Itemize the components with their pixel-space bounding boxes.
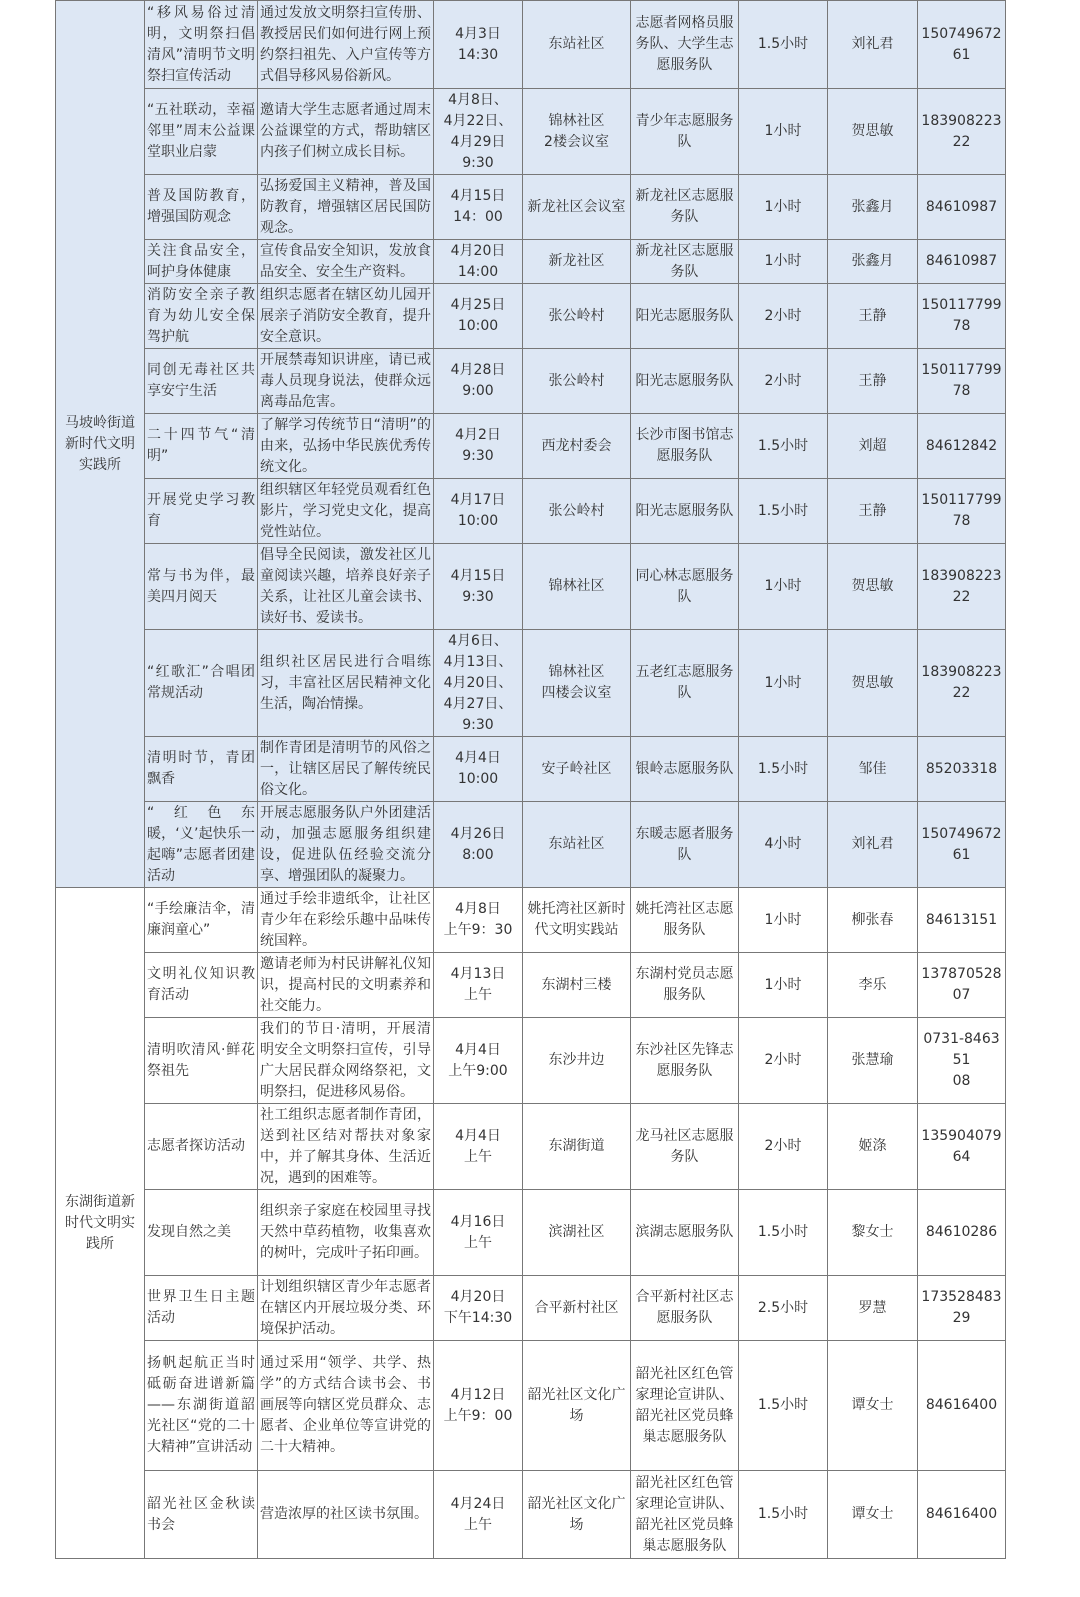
table-row	[56, 1471, 1006, 1559]
place-cell: 西龙村委会	[523, 414, 631, 479]
content-cell: 通过发放文明祭扫宣传册、教授居民们如何进行网上预约祭扫祖先、入户宣传等方式倡导移风易俗新风。	[258, 1, 434, 89]
duration-cell: 1小时	[739, 953, 828, 1018]
time-cell: 4月24日 上午	[434, 1471, 523, 1559]
place-cell: 东湖街道	[523, 1104, 631, 1190]
team-cell: 阳光志愿服务队	[631, 479, 739, 544]
activity-cell: 开展党史学习教育	[145, 479, 258, 544]
duration-cell: 1.5小时	[739, 1, 828, 89]
team-cell: 银岭志愿服务队	[631, 737, 739, 802]
place-cell: 锦林社区	[523, 544, 631, 630]
team-cell: 合平新村社区志愿服务队	[631, 1276, 739, 1341]
team-cell: 龙马社区志愿服务队	[631, 1104, 739, 1190]
place-cell: 锦林社区 2楼会议室	[523, 89, 631, 175]
activity-schedule	[55, 0, 1005, 1559]
contact-cell: 王静	[828, 349, 918, 414]
activity-cell: 二十四节气“清明”	[145, 414, 258, 479]
phone-cell: 84610286	[918, 1190, 1006, 1276]
content-cell: 邀请大学生志愿者通过周末公益课堂的方式，帮助辖区内孩子们树立成长目标。	[258, 89, 434, 175]
place-cell: 张公岭村	[523, 479, 631, 544]
phone-cell: 18390822322	[918, 630, 1006, 737]
duration-cell: 1小时	[739, 630, 828, 737]
table-row	[56, 1341, 1006, 1471]
time-cell: 4月8日、 4月22日、 4月29日 9:30	[434, 89, 523, 175]
phone-cell: 84610987	[918, 175, 1006, 240]
time-cell: 4月17日 10:00	[434, 479, 523, 544]
duration-cell: 1.5小时	[739, 1190, 828, 1276]
phone-cell: 13787052807	[918, 953, 1006, 1018]
team-cell: 东湖村党员志愿服务队	[631, 953, 739, 1018]
place-cell: 锦林社区 四楼会议室	[523, 630, 631, 737]
activity-table	[55, 0, 1006, 1559]
table-row	[56, 630, 1006, 737]
content-cell: 我们的节日·清明，开展清明安全文明祭扫宣传，引导广大居民群众网络祭祀，文明祭扫，促进移风易俗。	[258, 1018, 434, 1104]
team-cell: 青少年志愿服务队	[631, 89, 739, 175]
phone-cell: 84610987	[918, 240, 1006, 284]
duration-cell: 1小时	[739, 888, 828, 953]
table-row	[56, 1104, 1006, 1190]
contact-cell: 李乐	[828, 953, 918, 1018]
team-cell: 东暖志愿者服务队	[631, 802, 739, 888]
contact-cell: 贺思敏	[828, 630, 918, 737]
phone-cell: 84616400	[918, 1471, 1006, 1559]
duration-cell: 1.5小时	[739, 737, 828, 802]
table-row	[56, 1276, 1006, 1341]
place-cell: 张公岭村	[523, 349, 631, 414]
contact-cell: 刘超	[828, 414, 918, 479]
org-cell: 东湖街道新时代文明实践所	[56, 888, 145, 1559]
table-row	[56, 953, 1006, 1018]
phone-cell: 84613151	[918, 888, 1006, 953]
contact-cell: 谭女士	[828, 1471, 918, 1559]
table-row	[56, 349, 1006, 414]
contact-cell: 贺思敏	[828, 544, 918, 630]
duration-cell: 1小时	[739, 175, 828, 240]
contact-cell: 贺思敏	[828, 89, 918, 175]
time-cell: 4月25日 10:00	[434, 284, 523, 349]
contact-cell: 刘礼君	[828, 1, 918, 89]
team-cell: 同心林志愿服务队	[631, 544, 739, 630]
content-cell: 开展志愿服务队户外团建活动，加强志愿服务组织建设，促进队伍经验交流分享、增强团队的凝聚力。	[258, 802, 434, 888]
time-cell: 4月28日 9:00	[434, 349, 523, 414]
time-cell: 4月16日 上午	[434, 1190, 523, 1276]
activity-cell: 文明礼仪知识教育活动	[145, 953, 258, 1018]
team-cell: 长沙市图书馆志愿服务队	[631, 414, 739, 479]
phone-cell: 15074967261	[918, 802, 1006, 888]
content-cell: 组织志愿者在辖区幼儿园开展亲子消防安全教育，提升安全意识。	[258, 284, 434, 349]
duration-cell: 1小时	[739, 89, 828, 175]
phone-cell: 15011779978	[918, 349, 1006, 414]
phone-cell: 13590407964	[918, 1104, 1006, 1190]
time-cell: 4月26日 8:00	[434, 802, 523, 888]
activity-cell: 清明时节，青团飘香	[145, 737, 258, 802]
activity-cell: “五社联动，幸福邻里”周末公益课堂职业启蒙	[145, 89, 258, 175]
content-cell: 开展禁毒知识讲座，请已戒毒人员现身说法，使群众远离毒品危害。	[258, 349, 434, 414]
team-cell: 新龙社区志愿服务队	[631, 175, 739, 240]
table-row	[56, 802, 1006, 888]
contact-cell: 邹佳	[828, 737, 918, 802]
place-cell: 安子岭社区	[523, 737, 631, 802]
place-cell: 东沙井边	[523, 1018, 631, 1104]
duration-cell: 2.5小时	[739, 1276, 828, 1341]
team-cell: 阳光志愿服务队	[631, 349, 739, 414]
contact-cell: 王静	[828, 284, 918, 349]
time-cell: 4月4日 上午	[434, 1104, 523, 1190]
table-row	[56, 240, 1006, 284]
activity-cell: “红歌汇”合唱团常规活动	[145, 630, 258, 737]
contact-cell: 刘礼君	[828, 802, 918, 888]
contact-cell: 张鑫月	[828, 240, 918, 284]
content-cell: 通过手绘非遗纸伞，让社区青少年在彩绘乐趣中品味传统国粹。	[258, 888, 434, 953]
activity-cell: 普及国防教育，增强国防观念	[145, 175, 258, 240]
table-row	[56, 544, 1006, 630]
phone-cell: 84616400	[918, 1341, 1006, 1471]
duration-cell: 2小时	[739, 284, 828, 349]
time-cell: 4月6日、 4月13日、 4月20日、 4月27日、 9:30	[434, 630, 523, 737]
team-cell: 韶光社区红色管家理论宣讲队、韶光社区党员蜂巢志愿服务队	[631, 1341, 739, 1471]
table-row	[56, 1018, 1006, 1104]
activity-cell: 关注食品安全，呵护身体健康	[145, 240, 258, 284]
time-cell: 4月12日 上午9：00	[434, 1341, 523, 1471]
team-cell: 阳光志愿服务队	[631, 284, 739, 349]
activity-cell: 消防安全亲子教育为幼儿安全保驾护航	[145, 284, 258, 349]
place-cell: 东站社区	[523, 1, 631, 89]
content-cell: 社工组织志愿者制作青团，送到社区结对帮扶对象家中，并了解其身体、生活近况，遇到的困难等。	[258, 1104, 434, 1190]
time-cell: 4月15日 9:30	[434, 544, 523, 630]
duration-cell: 1小时	[739, 240, 828, 284]
place-cell: 滨湖社区	[523, 1190, 631, 1276]
activity-cell: “移风易俗过清明，文明祭扫倡清风”清明节文明祭扫宣传活动	[145, 1, 258, 89]
team-cell: 东沙社区先锋志愿服务队	[631, 1018, 739, 1104]
activity-cell: 常与书为伴，最美四月阅天	[145, 544, 258, 630]
table-row	[56, 479, 1006, 544]
activity-cell: 世界卫生日主题活动	[145, 1276, 258, 1341]
activity-cell: “手绘廉洁伞，清廉润童心”	[145, 888, 258, 953]
time-cell: 4月8日 上午9：30	[434, 888, 523, 953]
content-cell: 组织辖区年轻党员观看红色影片，学习党史文化，提高党性站位。	[258, 479, 434, 544]
activity-cell: 发现自然之美	[145, 1190, 258, 1276]
duration-cell: 2小时	[739, 1018, 828, 1104]
phone-cell: 15074967261	[918, 1, 1006, 89]
duration-cell: 4小时	[739, 802, 828, 888]
place-cell: 姚托湾社区新时代文明实践站	[523, 888, 631, 953]
time-cell: 4月20日 14:00	[434, 240, 523, 284]
place-cell: 东湖村三楼	[523, 953, 631, 1018]
table-row	[56, 89, 1006, 175]
place-cell: 张公岭村	[523, 284, 631, 349]
duration-cell: 1.5小时	[739, 1471, 828, 1559]
duration-cell: 2小时	[739, 1104, 828, 1190]
time-cell: 4月20日 下午14:30	[434, 1276, 523, 1341]
contact-cell: 张慧瑜	[828, 1018, 918, 1104]
duration-cell: 1.5小时	[739, 414, 828, 479]
table-row	[56, 737, 1006, 802]
place-cell: 新龙社区	[523, 240, 631, 284]
contact-cell: 张鑫月	[828, 175, 918, 240]
phone-cell: 84612842	[918, 414, 1006, 479]
contact-cell: 黎女士	[828, 1190, 918, 1276]
team-cell: 新龙社区志愿服务队	[631, 240, 739, 284]
contact-cell: 柳张春	[828, 888, 918, 953]
table-row	[56, 888, 1006, 953]
content-cell: 弘扬爱国主义精神，普及国防教育，增强辖区居民国防观念。	[258, 175, 434, 240]
activity-cell: 志愿者探访活动	[145, 1104, 258, 1190]
content-cell: 通过采用“领学、共学、热学”的方式结合读书会、书画展等向辖区党员群众、志愿者、企业单位等宣讲党的二十大精神。	[258, 1341, 434, 1471]
contact-cell: 姬涤	[828, 1104, 918, 1190]
team-cell: 韶光社区红色管家理论宣讲队、韶光社区党员蜂巢志愿服务队	[631, 1471, 739, 1559]
time-cell: 4月4日 上午9:00	[434, 1018, 523, 1104]
duration-cell: 1.5小时	[739, 1341, 828, 1471]
contact-cell: 罗慧	[828, 1276, 918, 1341]
content-cell: 制作青团是清明节的风俗之一，让辖区居民了解传统民俗文化。	[258, 737, 434, 802]
place-cell: 合平新村社区	[523, 1276, 631, 1341]
phone-cell: 15011779978	[918, 479, 1006, 544]
duration-cell: 1小时	[739, 544, 828, 630]
phone-cell: 85203318	[918, 737, 1006, 802]
table-row	[56, 175, 1006, 240]
place-cell: 韶光社区文化广场	[523, 1471, 631, 1559]
table-row	[56, 284, 1006, 349]
table-row	[56, 414, 1006, 479]
content-cell: 邀请老师为村民讲解礼仪知识，提高村民的文明素养和社交能力。	[258, 953, 434, 1018]
content-cell: 倡导全民阅读，激发社区儿童阅读兴趣，培养良好亲子关系，让社区儿童会读书、读好书、爱读书。	[258, 544, 434, 630]
phone-cell: 18390822322	[918, 544, 1006, 630]
time-cell: 4月15日 14：00	[434, 175, 523, 240]
phone-cell: 18390822322	[918, 89, 1006, 175]
content-cell: 计划组织辖区青少年志愿者在辖区内开展垃圾分类、环境保护活动。	[258, 1276, 434, 1341]
place-cell: 新龙社区会议室	[523, 175, 631, 240]
activity-cell: 同创无毒社区共享安宁生活	[145, 349, 258, 414]
place-cell: 东站社区	[523, 802, 631, 888]
time-cell: 4月4日 10:00	[434, 737, 523, 802]
duration-cell: 2小时	[739, 349, 828, 414]
content-cell: 宣传食品安全知识，发放食品安全、安全生产资料。	[258, 240, 434, 284]
content-cell: 组织社区居民进行合唱练习，丰富社区居民精神文化生活，陶冶情操。	[258, 630, 434, 737]
team-cell: 滨湖志愿服务队	[631, 1190, 739, 1276]
team-cell: 姚托湾社区志愿服务队	[631, 888, 739, 953]
content-cell: 组织亲子家庭在校园里寻找天然中草药植物，收集喜欢的树叶，完成叶子拓印画。	[258, 1190, 434, 1276]
time-cell: 4月2日 9:30	[434, 414, 523, 479]
time-cell: 4月3日 14:30	[434, 1, 523, 89]
place-cell: 韶光社区文化广场	[523, 1341, 631, 1471]
contact-cell: 谭女士	[828, 1341, 918, 1471]
phone-cell: 17352848329	[918, 1276, 1006, 1341]
activity-cell: 扬帆起航正当时砥砺奋进谱新篇——东湖街道韶光社区“党的二十大精神”宣讲活动	[145, 1341, 258, 1471]
team-cell: 志愿者网格员服务队、大学生志愿服务队	[631, 1, 739, 89]
contact-cell: 王静	[828, 479, 918, 544]
table-row	[56, 1, 1006, 89]
phone-cell: 0731-846351 08	[918, 1018, 1006, 1104]
content-cell: 营造浓厚的社区读书氛围。	[258, 1471, 434, 1559]
activity-cell: 清明吹清风·鲜花祭祖先	[145, 1018, 258, 1104]
phone-cell: 15011779978	[918, 284, 1006, 349]
activity-cell: 韶光社区金秋读书会	[145, 1471, 258, 1559]
org-cell: 马坡岭街道新时代文明实践所	[56, 1, 145, 888]
team-cell: 五老红志愿服务队	[631, 630, 739, 737]
activity-cell: “红色东暖，‘义’起快乐一起嗨”志愿者团建活动	[145, 802, 258, 888]
table-row	[56, 1190, 1006, 1276]
time-cell: 4月13日 上午	[434, 953, 523, 1018]
content-cell: 了解学习传统节日“清明”的由来，弘扬中华民族优秀传统文化。	[258, 414, 434, 479]
duration-cell: 1.5小时	[739, 479, 828, 544]
